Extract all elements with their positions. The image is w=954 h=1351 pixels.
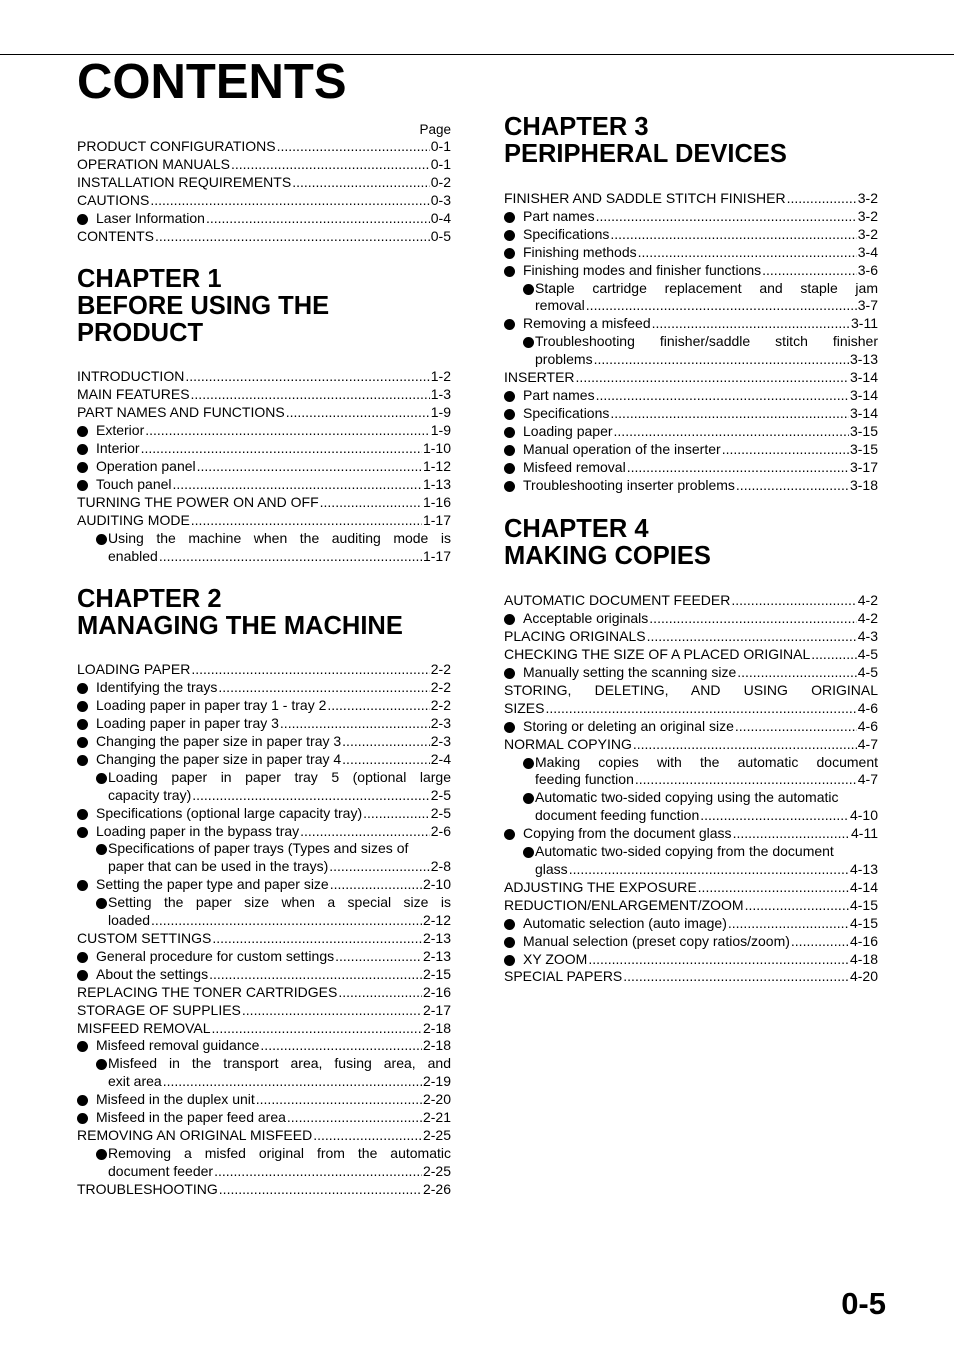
- toc-subentry-continuation[interactable]: enabled ..... 1-17: [77, 548, 451, 566]
- toc-entry-wrapped[interactable]: STORING, DELETING, AND USING ORIGINAL: [504, 681, 878, 698]
- bullet-icon: [504, 248, 515, 259]
- toc-subentry[interactable]: Copying from the document glass ..... 4-11: [504, 825, 878, 843]
- toc-subentry-continuation[interactable]: document feeding function ..... 4-10: [504, 807, 878, 825]
- bullet-icon: [77, 737, 88, 748]
- toc-subentry[interactable]: General procedure for custom settings ..... 2-13: [77, 948, 451, 966]
- toc-subentry[interactable]: Exterior ..... 1-9: [77, 422, 451, 440]
- bullet-icon: [523, 793, 534, 804]
- toc-subentry[interactable]: Specifications (optional large capacity tray) ..... 2-5: [77, 805, 451, 823]
- toc-subentry[interactable]: Misfeed in the duplex unit ..... 2-20: [77, 1091, 451, 1109]
- bullet-icon: [77, 1113, 88, 1124]
- bullet-icon: [504, 614, 515, 625]
- toc-entry[interactable]: AUTOMATIC DOCUMENT FEEDER ..... 4-2: [504, 592, 878, 610]
- toc-subentry-continuation[interactable]: paper that can be used in the trays) ..... 2-8: [77, 858, 451, 876]
- toc-subentry[interactable]: About the settings ..... 2-15: [77, 966, 451, 984]
- bullet-icon: [504, 919, 515, 930]
- bullet-icon: [504, 427, 515, 438]
- toc-subentry[interactable]: Manual operation of the inserter ..... 3-15: [504, 441, 878, 459]
- bullet-icon: [77, 701, 88, 712]
- toc-subentry-continuation[interactable]: glass ..... 4-13: [504, 861, 878, 879]
- left-column: [77, 121, 451, 1199]
- toc-subentry[interactable]: Operation panel ..... 1-12: [77, 458, 451, 476]
- toc-subentry-wrapped[interactable]: Removing a misfed original from the automatic: [77, 1145, 451, 1163]
- toc-subentry-wrapped[interactable]: Making copies with the automatic document: [504, 754, 878, 772]
- toc-subentry[interactable]: Loading paper ..... 3-15: [504, 423, 878, 441]
- bullet-icon: [96, 1149, 107, 1160]
- toc-subentry[interactable]: Automatic selection (auto image) ..... 4-15: [504, 915, 878, 933]
- bullet-icon: [523, 337, 534, 348]
- toc-entry[interactable]: PLACING ORIGINALS ..... 4-3: [504, 628, 878, 646]
- page-column-header: Page: [419, 122, 451, 137]
- bullet-icon: [504, 445, 515, 456]
- bullet-icon: [77, 880, 88, 891]
- toc-subentry-continuation[interactable]: capacity tray) ..... 2-5: [77, 787, 451, 805]
- chapter-3-list: [504, 190, 878, 494]
- toc-subentry[interactable]: Loading paper in the bypass tray ..... 2-6: [77, 823, 451, 841]
- toc-subentry[interactable]: Finishing modes and finisher functions ..... 3-6: [504, 262, 878, 280]
- bullet-icon: [504, 391, 515, 402]
- bullet-icon: [77, 952, 88, 963]
- toc-subentry[interactable]: Removing a misfeed ..... 3-11: [504, 315, 878, 333]
- bullet-icon: [77, 827, 88, 838]
- toc-subentry-wrapped[interactable]: Using the machine when the auditing mode is: [77, 530, 451, 548]
- bullet-icon: [77, 809, 88, 820]
- toc-subentry[interactable]: Changing the paper size in paper tray 3 ..... 2-3: [77, 733, 451, 751]
- page-title: CONTENTS: [77, 55, 347, 109]
- toc-subentry[interactable]: Misfeed in the paper feed area ..... 2-21: [77, 1109, 451, 1127]
- bullet-icon: [523, 284, 534, 295]
- toc-subentry[interactable]: Changing the paper size in paper tray 4 ..... 2-4: [77, 751, 451, 769]
- toc-subentry-wrapped[interactable]: Automatic two-sided copying from the document: [504, 843, 878, 861]
- chapter-4-list: [504, 592, 878, 986]
- toc-entry[interactable]: INSTALLATION REQUIREMENTS ..... 0-2: [77, 174, 451, 192]
- chapter-4-heading: CHAPTER 4 MAKING COPIES: [504, 515, 711, 571]
- page-number: 0-5: [841, 1286, 886, 1321]
- toc-entry[interactable]: TURNING THE POWER ON AND OFF ..... 1-16: [77, 494, 451, 512]
- toc-subentry-continuation[interactable]: problems ..... 3-13: [504, 351, 878, 369]
- toc-subentry[interactable]: Loading paper in paper tray 1 - tray 2 ..... 2-2: [77, 697, 451, 715]
- toc-subentry[interactable]: Acceptable originals ..... 4-2: [504, 610, 878, 628]
- bullet-icon: [504, 829, 515, 840]
- toc-entry[interactable]: TROUBLESHOOTING ..... 2-26: [77, 1181, 451, 1199]
- toc-subentry[interactable]: Identifying the trays ..... 2-2: [77, 679, 451, 697]
- toc-entry[interactable]: OPERATION MANUALS ..... 0-1: [77, 156, 451, 174]
- toc-entry[interactable]: PART NAMES AND FUNCTIONS ..... 1-9: [77, 404, 451, 422]
- right-column: [504, 114, 878, 986]
- toc-subentry-wrapped[interactable]: Automatic two-sided copying using the automatic: [504, 789, 878, 807]
- bullet-icon: [77, 426, 88, 437]
- bullet-icon: [77, 683, 88, 694]
- bullet-icon: [77, 444, 88, 455]
- bullet-icon: [504, 722, 515, 733]
- bullet-icon: [504, 212, 515, 223]
- toc-subentry[interactable]: Finishing methods ..... 3-4: [504, 244, 878, 262]
- toc-subentry[interactable]: Loading paper in paper tray 3 ..... 2-3: [77, 715, 451, 733]
- bullet-icon: [77, 970, 88, 981]
- toc-entry[interactable]: INTRODUCTION ..... 1-2: [77, 368, 451, 386]
- toc-subentry[interactable]: Interior ..... 1-10: [77, 440, 451, 458]
- bullet-icon: [504, 230, 515, 241]
- toc-subentry-wrapped[interactable]: Specifications of paper trays (Types and sizes of: [77, 840, 451, 858]
- toc-subentry-continuation[interactable]: loaded ..... 2-12: [77, 912, 451, 930]
- bullet-icon: [96, 1059, 107, 1070]
- toc-subentry-continuation[interactable]: feeding function ..... 4-7: [504, 771, 878, 789]
- toc-entry[interactable]: FINISHER AND SADDLE STITCH FINISHER ..... 3-2: [504, 190, 878, 208]
- toc-entry[interactable]: ADJUSTING THE EXPOSURE ..... 4-14: [504, 879, 878, 897]
- chapter-3-heading: CHAPTER 3 PERIPHERAL DEVICES: [504, 113, 787, 168]
- toc-subentry[interactable]: XY ZOOM ..... 4-18: [504, 951, 878, 969]
- toc-entry[interactable]: NORMAL COPYING ..... 4-7: [504, 736, 878, 754]
- toc-entry[interactable]: AUDITING MODE ..... 1-17: [77, 512, 451, 530]
- bullet-icon: [77, 755, 88, 766]
- bullet-icon: [504, 668, 515, 679]
- toc-entry-continuation[interactable]: SIZES ..... 4-6: [504, 700, 878, 718]
- toc-subentry[interactable]: Touch panel ..... 1-13: [77, 476, 451, 494]
- toc-subentry-wrapped[interactable]: Loading paper in paper tray 5 (optional large: [77, 769, 451, 787]
- toc-subentry[interactable]: Manual selection (preset copy ratios/zoom) ..... 4-16: [504, 933, 878, 951]
- toc-subentry-continuation[interactable]: exit area ..... 2-19: [77, 1073, 451, 1091]
- toc-subentry-wrapped[interactable]: Setting the paper size when a special size is: [77, 894, 451, 912]
- bullet-icon: [504, 319, 515, 330]
- toc-subentry[interactable]: Part names ..... 3-14: [504, 387, 878, 405]
- bullet-icon: [96, 534, 107, 545]
- bullet-icon: [77, 719, 88, 730]
- toc-subentry[interactable]: Manually setting the scanning size ..... 4-5: [504, 664, 878, 682]
- toc-subentry[interactable]: Specifications ..... 3-14: [504, 405, 878, 423]
- toc-subentry-wrapped[interactable]: Troubleshooting finisher/saddle stitch finisher: [504, 333, 878, 351]
- toc-subentry-continuation[interactable]: removal ..... 3-7: [504, 297, 878, 315]
- chapter-2-list: [77, 661, 451, 1198]
- toc-subentry[interactable]: Misfeed removal ..... 3-17: [504, 459, 878, 477]
- toc-subentry[interactable]: Storing or deleting an original size ..... 4-6: [504, 718, 878, 736]
- toc-entry[interactable]: SPECIAL PAPERS ..... 4-20: [504, 968, 878, 986]
- toc-entry[interactable]: CHECKING THE SIZE OF A PLACED ORIGINAL ..... 4-5: [504, 646, 878, 664]
- toc-subentry[interactable]: Troubleshooting inserter problems ..... 3-18: [504, 477, 878, 495]
- bullet-icon: [504, 409, 515, 420]
- bullet-icon: [77, 462, 88, 473]
- bullet-icon: [504, 266, 515, 277]
- toc-entry[interactable]: CONTENTS ..... 0-5: [77, 228, 451, 246]
- toc-entry[interactable]: REDUCTION/ENLARGEMENT/ZOOM ..... 4-15: [504, 897, 878, 915]
- toc-subentry[interactable]: Laser Information ..... 0-4: [77, 210, 451, 228]
- toc-entry[interactable]: INSERTER ..... 3-14: [504, 369, 878, 387]
- toc-entry[interactable]: LOADING PAPER ..... 2-2: [77, 661, 451, 679]
- toc-entry[interactable]: MISFEED REMOVAL ..... 2-18: [77, 1020, 451, 1038]
- bullet-icon: [77, 1041, 88, 1052]
- bullet-icon: [77, 214, 88, 225]
- bullet-icon: [523, 758, 534, 769]
- bullet-icon: [77, 1095, 88, 1106]
- bullet-icon: [96, 773, 107, 784]
- bullet-icon: [77, 480, 88, 491]
- toc-entry[interactable]: REMOVING AN ORIGINAL MISFEED ..... 2-25: [77, 1127, 451, 1145]
- toc-subentry[interactable]: Setting the paper type and paper size ..... 2-10: [77, 876, 451, 894]
- toc-subentry[interactable]: Specifications ..... 3-2: [504, 226, 878, 244]
- toc-subentry[interactable]: Part names ..... 3-2: [504, 208, 878, 226]
- toc-entry[interactable]: CUSTOM SETTINGS ..... 2-13: [77, 930, 451, 948]
- front-matter-list: [77, 138, 451, 245]
- bullet-icon: [96, 898, 107, 909]
- bullet-icon: [504, 481, 515, 492]
- toc-entry[interactable]: CAUTIONS ..... 0-3: [77, 192, 451, 210]
- toc-entry[interactable]: MAIN FEATURES ..... 1-3: [77, 386, 451, 404]
- chapter-2-heading: CHAPTER 2 MANAGING THE MACHINE: [77, 585, 403, 641]
- bullet-icon: [523, 847, 534, 858]
- bullet-icon: [96, 844, 107, 855]
- toc-entry[interactable]: PRODUCT CONFIGURATIONS ..... 0-1: [77, 138, 451, 156]
- toc-entry[interactable]: REPLACING THE TONER CARTRIDGES ..... 2-16: [77, 984, 451, 1002]
- chapter-1-heading: CHAPTER 1 BEFORE USING THE PRODUCT: [77, 265, 330, 348]
- toc-subentry-wrapped[interactable]: Staple cartridge replacement and staple jam: [504, 280, 878, 298]
- bullet-icon: [504, 937, 515, 948]
- toc-subentry-continuation[interactable]: document feeder ..... 2-25: [77, 1163, 451, 1181]
- toc-subentry[interactable]: Misfeed removal guidance ..... 2-18: [77, 1037, 451, 1055]
- toc-subentry-wrapped[interactable]: Misfeed in the transport area, fusing area, and: [77, 1055, 451, 1073]
- toc-entry[interactable]: STORAGE OF SUPPLIES ..... 2-17: [77, 1002, 451, 1020]
- bullet-icon: [504, 955, 515, 966]
- chapter-1-list: [77, 368, 451, 565]
- bullet-icon: [504, 463, 515, 474]
